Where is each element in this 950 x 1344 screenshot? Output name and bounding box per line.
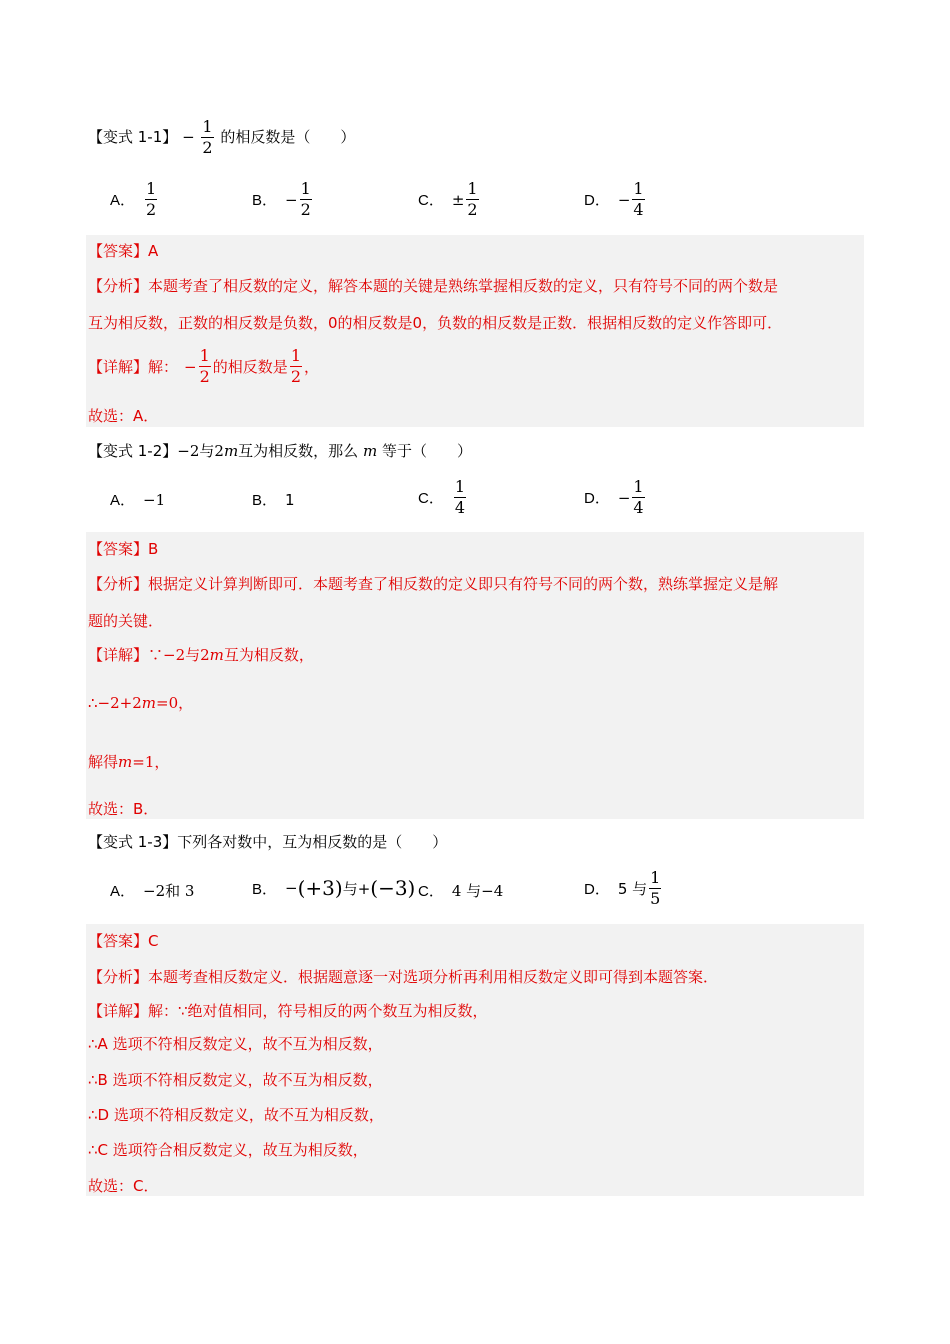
option-b [252, 180, 314, 219]
stem-text: 的相反数是（ ） [220, 128, 356, 146]
detail-tag: 【详解】 [88, 646, 149, 664]
variable-m: m [141, 694, 157, 712]
sign: − [617, 190, 631, 209]
option-value: 1 [285, 490, 295, 509]
question-tag: 【变式 1-2】 [88, 442, 178, 460]
detail-math: =0， [156, 694, 194, 712]
option-label: B． [252, 492, 278, 509]
option-value: −1 [143, 490, 166, 509]
detail-line [88, 1000, 488, 1021]
option-value: (−3) [370, 876, 416, 900]
option-value: (+3) [297, 876, 343, 900]
choose-line: 故选：B． [88, 800, 159, 818]
answer-line [88, 240, 158, 261]
denominator: 5 [650, 889, 661, 908]
choose-line: 故选：A． [88, 407, 159, 425]
detail-line-3: ∴B 选项不符相反数定义，故不互为相反数， [88, 1071, 383, 1089]
denominator: 2 [467, 200, 478, 219]
answer-value: B [148, 540, 159, 558]
option-label: B． [252, 192, 278, 209]
detail-text: 解得 [88, 753, 119, 771]
answer-value: A [148, 242, 159, 260]
detail-line-2: ∴A 选项不符相反数定义，故不互为相反数， [88, 1035, 383, 1053]
option-d [584, 478, 647, 517]
fraction [466, 180, 478, 219]
answer-tag: 【答案】 [88, 242, 149, 260]
question-tag: 【变式 1-1】 [88, 128, 178, 146]
option-value: 与+ [342, 879, 371, 898]
answer-line [88, 538, 158, 559]
option-a [110, 180, 159, 219]
analysis-tag: 【分析】 [88, 575, 149, 593]
detail-text: ， [304, 358, 320, 376]
option-label: C． [418, 883, 444, 900]
fraction [454, 478, 466, 517]
stem-text: 互为相反数，那么 [238, 442, 359, 460]
analysis-tag: 【分析】 [88, 968, 149, 986]
numerator: 1 [467, 179, 478, 198]
numerator: 1 [454, 477, 466, 496]
detail-line-5: ∴C 选项符合相反数定义，故互为相反数， [88, 1141, 368, 1159]
option-c [418, 478, 468, 517]
denominator: 2 [202, 138, 213, 157]
detail-text: 互为相反数， [223, 646, 314, 664]
sign: ± [451, 190, 465, 209]
option-label: C． [418, 490, 444, 507]
option-label: A． [110, 883, 136, 900]
sign: − [285, 190, 298, 209]
minus-sign: − [184, 357, 197, 376]
option-d [584, 869, 663, 908]
detail-math: =1， [132, 753, 170, 771]
answer-value: C [148, 932, 159, 950]
denominator: 2 [290, 367, 301, 386]
fraction [632, 478, 644, 517]
option-label: A． [110, 192, 136, 209]
fraction [199, 347, 211, 386]
analysis-line [88, 573, 778, 594]
variable-m: m [362, 442, 378, 460]
analysis-text: 本题考查相反数定义．根据题意逐一对选项分析再利用相反数定义即可得到本题答案． [148, 968, 719, 986]
numerator: 1 [633, 477, 644, 496]
analysis-text: 根据定义计算判断即可．本题考查了相反数的定义即只有符号不同的两个数，熟练掌握定义是解 [148, 575, 779, 593]
variable-m: m [118, 753, 133, 771]
option-a [110, 489, 165, 510]
analysis-line [88, 966, 718, 987]
answer-tag: 【答案】 [88, 540, 149, 558]
option-label: B． [252, 880, 278, 898]
variable-m: m [209, 646, 224, 664]
analysis-line-2: 互为相反数，正数的相反数是负数，0的相反数是0，负数的相反数是正数．根据相反数的定义作答即可． [88, 314, 783, 332]
numerator: 1 [650, 868, 661, 887]
denominator: 2 [146, 200, 157, 219]
option-value: − [285, 879, 298, 897]
detail-tag: 【详解】 [88, 1002, 149, 1020]
solution-box-2 [86, 532, 864, 819]
option-d [584, 180, 647, 219]
denominator: 4 [633, 498, 644, 517]
stem-math: −2与2 [177, 442, 224, 460]
question-1-1-stem [88, 118, 355, 157]
option-b [252, 876, 415, 900]
numerator: 1 [300, 179, 311, 198]
variable-m: m [223, 442, 239, 460]
stem-text: 下列各对数中，互为相反数的是（ ） [177, 833, 448, 851]
sign: − [617, 488, 631, 507]
detail-math: ∵−2与2 [148, 646, 210, 664]
answer-tag: 【答案】 [88, 932, 149, 950]
denominator: 2 [199, 367, 210, 386]
detail-line-3 [88, 751, 169, 772]
fraction [201, 118, 213, 157]
option-value: 4 与−4 [451, 882, 504, 900]
option-a [110, 880, 194, 901]
choose-line: 故选：C． [88, 1177, 159, 1195]
analysis-line-2: 题的关键． [88, 612, 164, 630]
fraction [290, 347, 302, 386]
fraction [649, 869, 661, 908]
denominator: 4 [633, 200, 644, 219]
question-1-3-stem [88, 832, 447, 852]
answer-line [88, 930, 159, 951]
detail-line-2 [88, 692, 193, 713]
numerator: 1 [199, 346, 210, 365]
option-c [418, 880, 503, 901]
numerator: 1 [633, 179, 644, 198]
analysis-tag: 【分析】 [88, 277, 149, 295]
fraction [632, 180, 644, 219]
numerator: 1 [146, 179, 157, 198]
detail-text: 解：∵绝对值相同，符号相反的两个数互为相反数， [148, 1002, 488, 1020]
option-c [418, 180, 481, 219]
denominator: 4 [454, 498, 466, 517]
option-label: C． [418, 192, 444, 209]
analysis-line [88, 275, 778, 296]
stem-text: 等于（ ） [381, 442, 472, 460]
solution-box-1 [86, 235, 864, 427]
option-label: D． [584, 192, 610, 209]
analysis-text: 本题考查了相反数的定义，解答本题的关键是熟练掌握相反数的定义，只有符号不同的两个数是 [148, 277, 779, 295]
question-1-2-stem [88, 441, 472, 461]
detail-tag: 【详解】 [88, 358, 149, 376]
option-value: 5 与 [617, 880, 648, 898]
numerator: 1 [202, 117, 213, 136]
detail-text: 的相反数是 [212, 358, 288, 376]
denominator: 2 [300, 200, 311, 219]
minus-sign: − [182, 128, 195, 146]
option-b [252, 489, 295, 510]
numerator: 1 [290, 346, 301, 365]
option-label: D． [584, 490, 610, 507]
detail-line [88, 644, 314, 665]
fraction [145, 180, 157, 219]
option-value: −2和 3 [143, 882, 195, 900]
solution-box-3 [86, 924, 864, 1196]
option-label: A． [110, 492, 136, 509]
detail-math: ∴−2+2 [88, 694, 142, 712]
detail-line [88, 347, 319, 386]
detail-line-4: ∴D 选项不符相反数定义，故不互为相反数， [88, 1106, 384, 1124]
detail-text: 解： [148, 358, 179, 376]
fraction [300, 180, 312, 219]
option-label: D． [584, 881, 610, 898]
question-tag: 【变式 1-3】 [88, 833, 178, 851]
